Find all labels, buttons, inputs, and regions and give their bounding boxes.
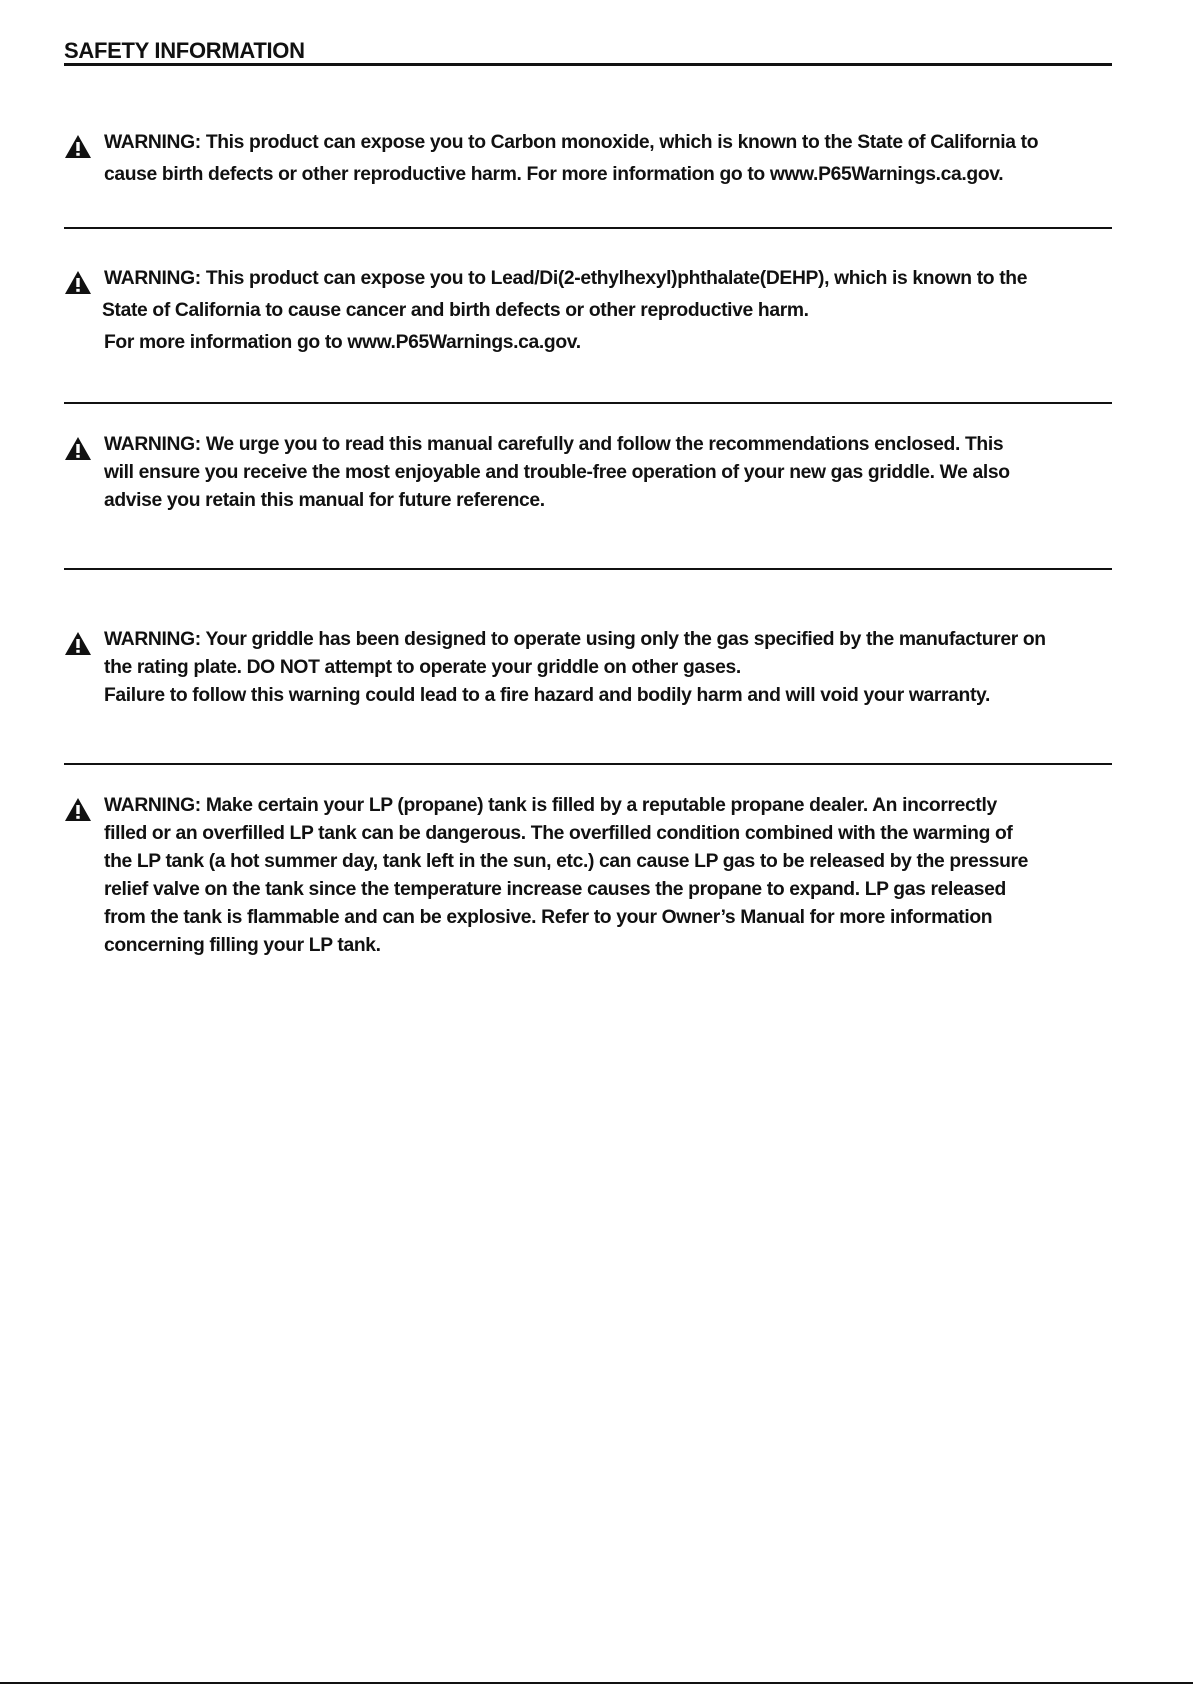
warning-triangle-icon	[64, 270, 92, 295]
warning-text-line: State of California to cause cancer and birth defects or other reproductive harm.	[102, 300, 809, 321]
warning-triangle-icon	[64, 631, 92, 656]
warning-text-line: the rating plate. DO NOT attempt to operate your griddle on other gases.	[104, 657, 741, 678]
warning-text-line: Failure to follow this warning could lead to a fire hazard and bodily harm and will void your warranty.	[104, 685, 991, 706]
warning-text-line: WARNING: Your griddle has been designed to operate using only the gas specified by the manufacturer on	[104, 629, 1046, 650]
warning-triangle-icon	[64, 797, 92, 822]
section-divider	[64, 402, 1112, 404]
page-title: SAFETY INFORMATION	[64, 38, 305, 63]
section-divider	[64, 763, 1112, 765]
warning-text-line: WARNING: Make certain your LP (propane) tank is filled by a reputable propane dealer. An incorrectly	[104, 795, 997, 816]
section-divider	[64, 227, 1112, 229]
warning-text-line: WARNING: We urge you to read this manual carefully and follow the recommendations enclosed. This	[104, 434, 1004, 455]
page-bottom-rule	[0, 1682, 1193, 1684]
warning-text-line: advise you retain this manual for future reference.	[104, 490, 545, 511]
warning-text-line: will ensure you receive the most enjoyable and trouble-free operation of your new gas griddle. We also	[104, 462, 1010, 483]
warning-triangle-icon	[64, 436, 92, 461]
warning-text-line: from the tank is flammable and can be explosive. Refer to your Owner’s Manual for more information	[104, 907, 993, 928]
warning-text-line: WARNING: This product can expose you to Carbon monoxide, which is known to the State of California to	[104, 132, 1039, 153]
warning-text-line: relief valve on the tank since the temperature increase causes the propane to expand. LP gas released	[104, 879, 1006, 900]
warning-text-line: filled or an overfilled LP tank can be dangerous. The overfilled condition combined with the warming of	[104, 823, 1013, 844]
warning-triangle-icon	[64, 134, 92, 159]
section-divider	[64, 568, 1112, 570]
warning-text-line: cause birth defects or other reproductive harm. For more information go to www.P65Warnings.ca.gov.	[104, 164, 1004, 185]
warning-text-line: concerning filling your LP tank.	[104, 935, 381, 956]
warning-text-line: For more information go to www.P65Warnings.ca.gov.	[104, 332, 581, 353]
warning-text-line: WARNING: This product can expose you to Lead/Di(2-ethylhexyl)phthalate(DEHP), which is known to the	[104, 268, 1028, 289]
title-underline	[64, 63, 1112, 66]
warning-text-line: the LP tank (a hot summer day, tank left in the sun, etc.) can cause LP gas to be released by the pressure	[104, 851, 1029, 872]
